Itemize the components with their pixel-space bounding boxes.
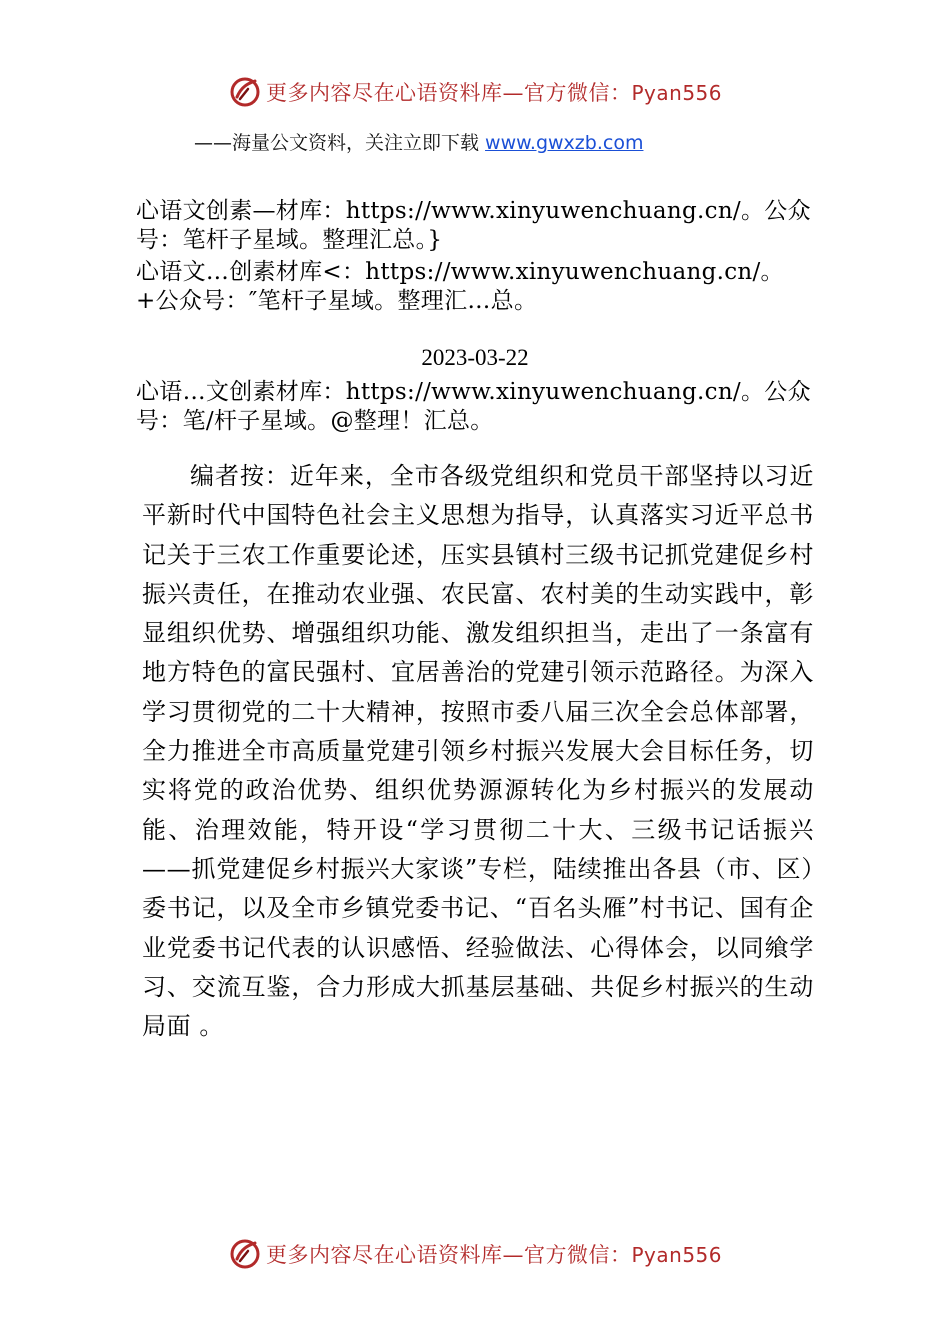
- pen-swirl-logo-icon: [228, 1237, 262, 1271]
- footer-banner-main: 更多内容尽在心语资料库—官方微信：: [265, 1243, 632, 1267]
- watermark-line: 心语文创素—材库：https://www.xinyuwenchuang.cn/。公众号：笔杆子星域。整理汇总。}: [136, 198, 811, 253]
- watermark-line: 心语文…创素材库<：https://www.xinyuwenchuang.cn/。+公众号：″笔杆子星域。整理汇…总。: [136, 259, 784, 314]
- pen-swirl-logo-icon: [228, 75, 262, 109]
- header-banner-text: [266, 77, 722, 107]
- footer-banner-text: [266, 1239, 722, 1269]
- publish-date: 2023-03-22: [421, 345, 529, 370]
- footer-banner: [0, 1232, 950, 1276]
- editor-note-paragraph: 编者按：近年来，全市各级党组织和党员干部坚持以习近平新时代中国特色社会主义思想为指导，认真落实习近平总书记关于三农工作重要论述，压实县镇村三级书记抓党建促乡村振兴责任，在推动农业强、农民富、农村美的生动实践中，彰显组织优势、增强组织功能、激发组织担当，走出了一条富有地方特色的富民强村、宜居善治的党建引领示范路径。为深入学习贯彻党的二十大精神，按照市委八届三次全会总体部署，全力推进全市高质量党建引领乡村振兴发展大会目标任务，切实将党的政治优势、组织优势源源转化为乡村振兴的发展动能、治理效能，特开设“学习贯彻二十大、三级书记话振兴——抓党建促乡村振兴大家谈”专栏，陆续推出各县（市、区）委书记，以及全市乡镇党委书记、“百名头雁”村书记、国有企业党委书记代表的认识感悟、经验做法、心得体会，以同飨学习、交流互鉴，合力形成大抓基层基础、共促乡村振兴的生动局面 。: [142, 462, 814, 1041]
- subline-prefix: ——海量公文资料，关注立即下载: [194, 132, 486, 154]
- header-banner-main: 更多内容尽在心语资料库—官方微信：: [265, 81, 632, 105]
- download-subline: [194, 128, 643, 155]
- footer-wechat-id: Pyan556: [631, 1243, 722, 1267]
- header-wechat-id: Pyan556: [631, 81, 722, 105]
- header-banner: [0, 70, 950, 114]
- watermark-line: 心语…文创素材库：https://www.xinyuwenchuang.cn/。公众号：笔/杆子星域。@整理！汇总。: [136, 379, 811, 434]
- download-site-link[interactable]: www.gwxzb.com: [485, 132, 644, 154]
